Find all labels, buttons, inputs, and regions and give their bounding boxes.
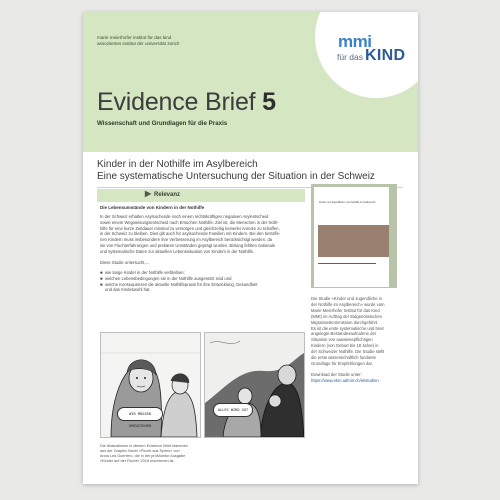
- page-subtitle: Wissenschaft und Grundlagen für die Praxis: [97, 120, 228, 127]
- comic-panel-right: [204, 332, 305, 438]
- list-item: ■ welche Konsequenzen die aktuelle Nothilfepraxis für ihre Entwicklung, Gesundheit: [100, 281, 258, 287]
- para-line: nen Kindern muss insbesondere ihre Verbesserung im Asylbereich berücksichtigt werden, da: [100, 237, 273, 243]
- section-label: Relevanz: [154, 192, 181, 198]
- comic-illustration-right: [205, 333, 304, 437]
- cover-page: [314, 187, 389, 287]
- study-cover-thumbnail: [311, 184, 397, 288]
- study-description: Die Studie «Kinder und Jugendliche in der Nothilfe im Asylbereich» wurde vom Marie Meierhofer Institut für das Kind (MMI) im Auftrag der Eidgenössischen Migrationskommission durchgeführt. Es ist die erste systematische und breit angelegte Bestandesaufnahme der Situation von auswiesepflichtigen Kindern (von Geburt bis 18 Jahre) in der Schweizer Nothilfe. Die Studie stellt die erste wissenschaftlich fundierte Grundlage für Empfehlungen dar.: [311, 296, 385, 366]
- institute-name: marie meierhofer institut für das kind: [97, 35, 172, 40]
- issue-number: 5: [262, 88, 276, 116]
- bullet-icon: ■: [100, 281, 103, 287]
- para-line: hilfe für eine kurze Zeitdauer minimal zu versorgen und gleichzeitig keinerlei Anreize zu schaffen,: [100, 225, 280, 231]
- questions-intro: Diese Studie untersucht,...: [100, 260, 150, 265]
- illustration-caption: Die Illustrationen in diesem Evidence Brief stammen aus der Graphic Novel «Flucht aus Syrien» von Anna Lea Guerrero, die in der proMonitor Ausgabe «Kinder auf der Flucht» 2018 erschienen ist.: [100, 444, 188, 463]
- para-line: in der Schweiz zu bleiben. Dies gilt auch für asylsuchende Familien mit Kindern. Bei den betroffe-: [100, 231, 281, 237]
- comic-illustration-left: [101, 333, 200, 437]
- arrow-icon: ▶: [145, 189, 152, 198]
- download-label: Download der Studie unter:: [311, 372, 362, 377]
- list-item: und das Kindeswohl hat.: [105, 287, 151, 293]
- logo-mmi-text: mmi: [338, 32, 372, 51]
- list-item: ■ wie lange Kinder in der Nothilfe verbleiben;: [100, 270, 185, 275]
- comic-panel-left: [100, 332, 201, 438]
- speech-bubble-right: ALLES WIRD GUT: [213, 403, 253, 417]
- section-subheading: Die Lebensumstände von Kindern in der Nothilfe: [100, 205, 205, 210]
- para-line: sie von Fluchterfahrungen und prekären Umständen geprägt wurden. Bislang fehlten nationale: [100, 242, 276, 248]
- download-link[interactable]: https://www.ekm.admin.ch/ekstudien: [311, 378, 379, 383]
- para-line: In der Schweiz erhalten Asylsuchende nach einem rechtskräftigen negativen Asylentscheid: [100, 214, 269, 219]
- list-item: ■ welchen Lebensbedingungen sie in der Nothilfe ausgesetzt sind und: [100, 275, 232, 281]
- logo-kind-text: KIND: [365, 47, 406, 64]
- heading-line-2: Eine systematische Untersuchung der Situation in der Schweiz: [97, 171, 375, 182]
- institute-affiliation: assoziiertes institut der universität zürich: [97, 41, 180, 46]
- question-list: [100, 270, 305, 293]
- bullet-icon: ■: [100, 270, 103, 275]
- bullet-icon: ■: [100, 275, 103, 281]
- cover-title: Kinder und Jugendliche in der Nothilfe im Asylbereich: [319, 201, 376, 204]
- para-line: sowie einem Wegweisungsentscheid nach Ersuchen Nothilfe. Ziel ist, die Menschen in der Noth-: [100, 219, 279, 225]
- heading-line-1: Kinder in der Nothilfe im Asylbereich: [97, 159, 258, 170]
- cover-red-rule: [318, 263, 376, 264]
- content-layer: [83, 12, 418, 484]
- title-text: Evidence Brief: [97, 88, 256, 116]
- cover-photo: [318, 225, 389, 257]
- logo-fuer-das-text: für das: [337, 52, 363, 62]
- speech-bubble-left: WIR MÜSSEN UMZUZIEHEN: [117, 407, 163, 421]
- paragraph-1: [100, 214, 305, 255]
- para-line: und systematische Daten zur aktuellen Lebenssituation von Kindern in der Nothilfe.: [100, 248, 255, 254]
